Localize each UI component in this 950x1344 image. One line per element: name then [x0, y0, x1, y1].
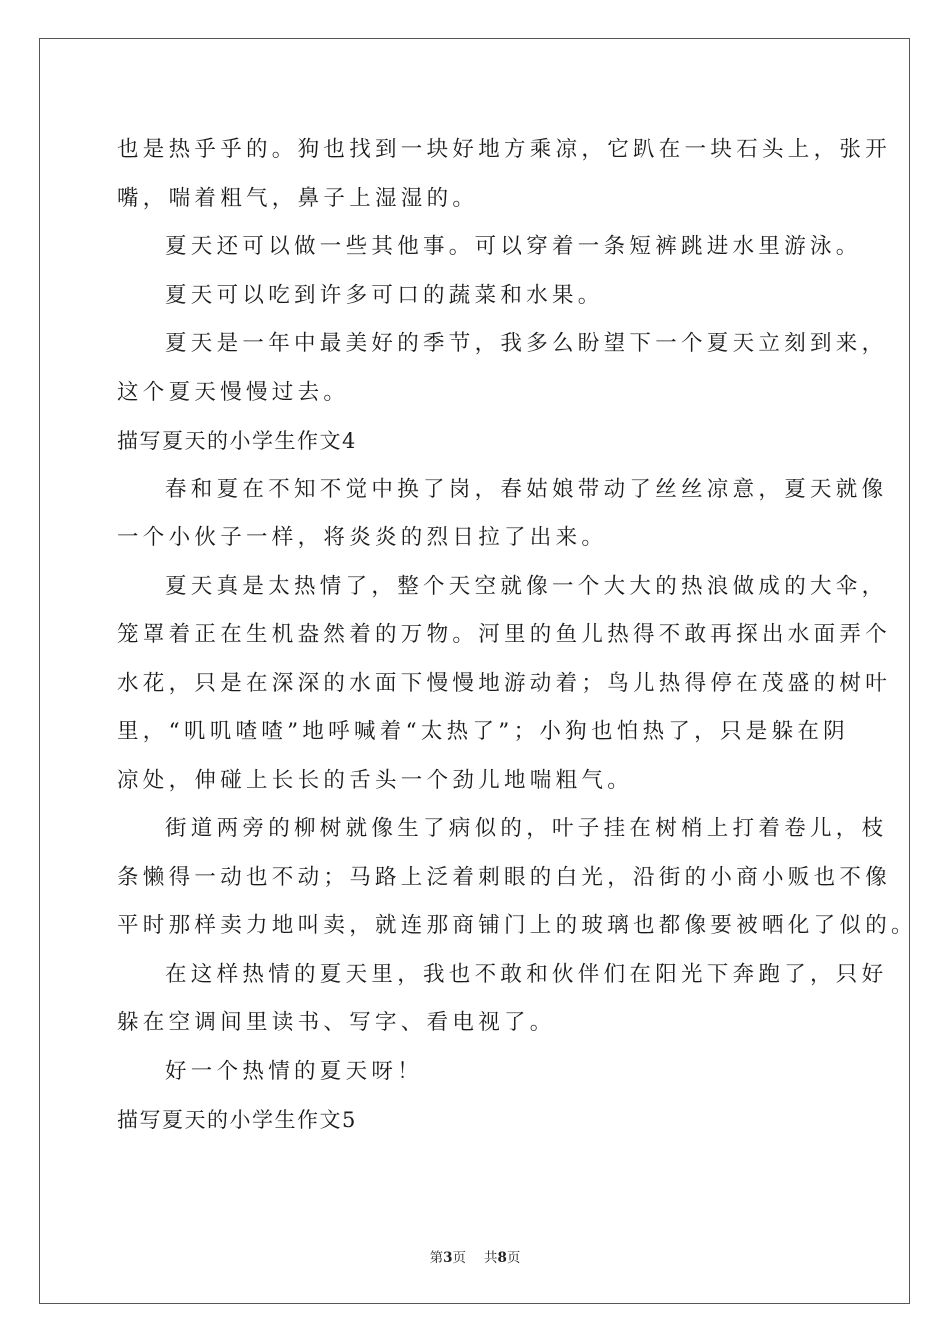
paragraph-line: 水花，只是在深深的水面下慢慢地游动着；鸟儿热得停在茂盛的树叶: [117, 670, 892, 696]
paragraph-line: 夏天真是太热情了，整个天空就像一个大大的热浪做成的大伞，: [165, 573, 888, 599]
section-heading: 描写夏天的小学生作文5: [117, 1108, 357, 1132]
paragraph-line: 夏天是一年中最美好的季节，我多么盼望下一个夏天立刻到来，: [165, 331, 888, 356]
paragraph-line: 夏天可以吃到许多可口的蔬菜和水果。: [165, 282, 604, 308]
total-pages: 8: [497, 1250, 507, 1266]
page-prefix: 第: [429, 1250, 444, 1266]
total-prefix: 共: [484, 1250, 498, 1266]
section-heading: 描写夏天的小学生作文4: [117, 429, 357, 453]
paragraph-line: 也是热乎乎的。狗也找到一块好地方乘凉，它趴在一块石头上，张开: [117, 137, 892, 162]
paragraph-line: 街道两旁的柳树就像生了病似的，叶子挂在树梢上打着卷儿，枝: [165, 816, 888, 841]
paragraph-line: 在这样热情的夏天里，我也不敢和伙伴们在阳光下奔跑了，只好: [165, 961, 888, 987]
paragraph-line: 一个小伙子一样，将炎炎的烈日拉了出来。: [117, 525, 608, 550]
paragraph-line: 条懒得一动也不动；马路上泛着刺眼的白光，沿街的小商小贩也不像: [117, 864, 892, 890]
paragraph-line: 平时那样卖力地叫卖，就连那商铺门上的玻璃也都像要被晒化了似的。: [117, 913, 917, 938]
page-suffix: 页: [452, 1250, 466, 1266]
paragraph-line: 笼罩着正在生机盎然着的万物。河里的鱼儿热得不敢再探出水面弄个: [117, 622, 892, 647]
total-suffix: 页: [506, 1250, 521, 1266]
paragraph-line: 这个夏天慢慢过去。: [117, 379, 350, 405]
paragraph-line: 里，“叽叽喳喳”地呼喊着“太热了”；小狗也怕热了，只是躲在阴: [117, 719, 849, 744]
document-body: [117, 126, 917, 1145]
paragraph-line: 躲在空调间里读书、写字、看电视了。: [117, 1010, 556, 1035]
paragraph-line: 好一个热情的夏天呀！: [165, 1058, 424, 1084]
paragraph-line: 嘴，喘着粗气，鼻子上湿湿的。: [117, 185, 479, 211]
paragraph-line: 春和夏在不知不觉中换了岗，春姑娘带动了丝丝凉意，夏天就像: [165, 476, 888, 502]
page-footer: [0, 1246, 950, 1266]
paragraph-line: 夏天还可以做一些其他事。可以穿着一条短裤跳进水里游泳。: [165, 234, 862, 259]
paragraph-line: 凉处，伸碰上长长的舌头一个劲儿地喘粗气。: [117, 767, 634, 793]
page-number: 3: [443, 1250, 453, 1266]
